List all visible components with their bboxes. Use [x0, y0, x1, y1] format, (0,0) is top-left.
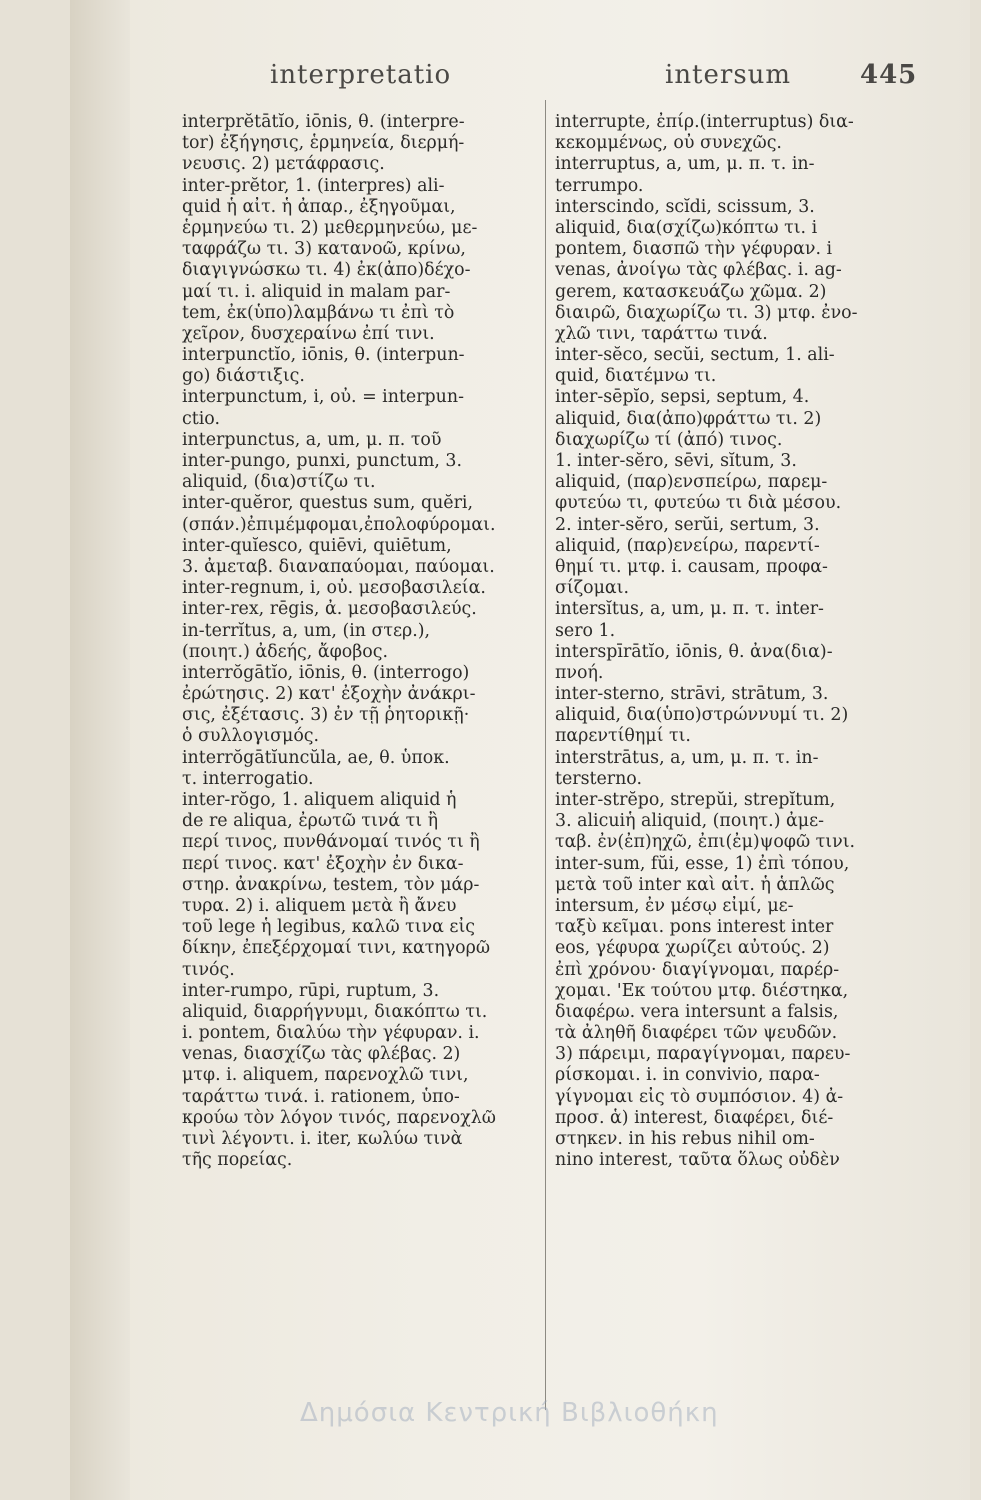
book-page — [70, 0, 970, 1500]
dictionary-line: τοῦ lege ἡ legibus, καλῶ τινα εἰς — [182, 917, 475, 938]
dictionary-line: tem, ἐκ(ὑπο)λαμβάνω τι ἐπὶ τὸ — [182, 302, 455, 323]
dictionary-line: ἐρώτησις. 2) κατ' ἐξοχὴν ἀνάκρι- — [182, 684, 476, 705]
dictionary-line: φυτεύω τι, φυτεύω τι διὰ μέσου. — [555, 493, 842, 514]
dictionary-line: χεῖρον, δυσχεραίνω ἐπί τινι. — [182, 323, 435, 344]
dictionary-line: ταβ. ἐν(ἐπ)ηχῶ, ἐπι(ἐμ)ψοφῶ τινι. — [555, 832, 856, 853]
dictionary-line: 3. ἀμεταβ. διαναπαύομαι, παύομαι. — [182, 556, 495, 577]
dictionary-line: στηκεν. in his rebus nihil om- — [555, 1129, 815, 1149]
dictionary-line: τυρα. 2) i. aliquem μετὰ ἢ ἄνευ — [182, 895, 457, 916]
dictionary-line: τινός. — [182, 959, 235, 980]
dictionary-line: aliquid, (παρ)ενείρω, παρεντί- — [555, 535, 820, 556]
dictionary-line: de re aliqua, ἐρωτῶ τινά τι ἢ — [182, 811, 439, 832]
dictionary-line: inter-rŏgo, 1. aliquem aliquid ἡ — [182, 790, 457, 810]
dictionary-line: inter-sĕco, secŭi, sectum, 1. ali- — [555, 345, 835, 366]
dictionary-line: νευσις. 2) μετάφρασις. — [182, 154, 385, 175]
dictionary-line: aliquid, δια(ἀπο)φράττω τι. 2) — [555, 408, 822, 429]
library-watermark: Δημόσια Κεντρική Βιβλιοθήκη — [300, 1398, 719, 1428]
dictionary-line: gerem, κατασκευάζω χῶμα. 2) — [555, 281, 827, 302]
dictionary-line: inter-rex, rēgis, ἀ. μεσοβασιλεύς. — [182, 599, 477, 620]
dictionary-line: γίγνομαι εἰς τὸ συμπόσιον. 4) ἀ- — [555, 1086, 844, 1107]
dictionary-line: (ποιητ.) ἀδεής, ἄφοβος. — [182, 641, 389, 662]
column-divider — [545, 100, 546, 1410]
dictionary-line: aliquid, διαρρήγνυμι, διακόπτω τι. — [182, 1001, 488, 1022]
dictionary-line: interscindo, scĭdi, scissum, 3. — [555, 196, 815, 217]
dictionary-line: interrupte, ἐπίρ.(interruptus) δια- — [555, 112, 854, 132]
dictionary-line: inter-prĕtor, 1. (interpres) ali- — [182, 175, 445, 196]
dictionary-line: διαχωρίζω τί (ἀπό) τινος. — [555, 429, 783, 450]
dictionary-line: τινὶ λέγοντι. i. iter, κωλύω τινὰ — [182, 1129, 463, 1149]
dictionary-line: τὰ ἀληθῆ διαφέρει τῶν ψευδῶν. — [555, 1023, 838, 1044]
dictionary-line: χομαι. 'Εκ τούτου μτφ. διέστηκα, — [555, 980, 849, 1001]
dictionary-line: terrumpo. — [555, 175, 644, 196]
dictionary-line: tor) ἐξήγησις, ἑρμηνεία, διερμή- — [182, 133, 465, 154]
dictionary-line: τ. interrogatio. — [182, 768, 314, 789]
dictionary-line: interrŏgātĭo, iōnis, θ. (interrogo) — [182, 662, 470, 683]
dictionary-line: ταράττω τινά. i. rationem, ὑπο- — [182, 1086, 460, 1107]
dictionary-line: inter-sum, fŭi, esse, 1) ἐπὶ τόπου, — [555, 853, 850, 874]
dictionary-line: quid, διατέμνω τι. — [555, 366, 717, 387]
dictionary-line: τῆς πορείας. — [182, 1150, 293, 1171]
dictionary-line: μαί τι. i. aliquid in malam par- — [182, 281, 451, 302]
dictionary-line: μτφ. i. aliquem, παρενοχλῶ τινι, — [182, 1065, 469, 1086]
dictionary-line: interpunctus, a, um, μ. π. τοῦ — [182, 429, 442, 450]
dictionary-line: inter-quĭesco, quiēvi, quiētum, — [182, 535, 452, 556]
dictionary-line: κρούω τὸν λόγον τινός, παρενοχλῶ — [182, 1107, 496, 1128]
dictionary-line: ταφράζω τι. 3) κατανοῶ, κρίνω, — [182, 239, 466, 260]
dictionary-line: pontem, διασπῶ τὴν γέφυραν. i — [555, 239, 833, 260]
dictionary-line: περί τινος. κατ' ἐξοχὴν ἐν δικα- — [182, 853, 464, 874]
dictionary-line: 3) πάρειμι, παραγίγνομαι, παρευ- — [555, 1044, 851, 1065]
dictionary-line: inter-quĕror, questus sum, quĕri, — [182, 493, 473, 514]
dictionary-line: ἐπὶ χρόνου· διαγίγνομαι, παρέρ- — [555, 959, 840, 980]
dictionary-line: ὁ συλλογισμός. — [182, 726, 320, 747]
dictionary-line: περί τινος, πυνθάνομαί τινός τι ἢ — [182, 832, 480, 853]
dictionary-line: προσ. ἁ) interest, διαφέρει, διέ- — [555, 1107, 834, 1128]
dictionary-line: intersum, ἐν μέσῳ εἰμί, με- — [555, 895, 794, 916]
dictionary-line: 1. inter-sĕro, sēvi, sĭtum, 3. — [555, 451, 797, 471]
dictionary-line: interstrātus, a, um, μ. π. τ. in- — [555, 747, 819, 768]
dictionary-line: venas, ἀνοίγω τὰς φλέβας. i. ag- — [555, 260, 842, 281]
dictionary-line: πνοή. — [555, 662, 604, 683]
dictionary-line: κεκομμένως, οὐ συνεχῶς. — [555, 133, 782, 154]
dictionary-line: tersterno. — [555, 768, 643, 789]
dictionary-line: interprĕtātĭo, iōnis, θ. (interpre- — [182, 112, 465, 132]
dictionary-line: θημί τι. μτφ. i. causam, προφα- — [555, 556, 828, 577]
dictionary-line: 3. alicuiἡ aliquid, (ποιητ.) ἀμε- — [555, 811, 824, 832]
dictionary-line: go) διάστιξις. — [182, 366, 305, 387]
dictionary-line: inter-strĕpo, strepŭi, strepĭtum, — [555, 790, 836, 810]
page-number: 445 — [860, 60, 918, 90]
dictionary-line: ἑρμηνεύω τι. 2) μεθερμηνεύω, με- — [182, 217, 478, 238]
dictionary-line: ταξὺ κεῖμαι. pons interest inter — [555, 917, 834, 938]
dictionary-line: interrŏgātĭuncŭla, ae, θ. ὑποκ. — [182, 747, 450, 768]
dictionary-line: inter-sterno, strāvi, strātum, 3. — [555, 684, 829, 705]
dictionary-line: (σπάν.)ἐπιμέμφομαι,ἐπολοφύρομαι. — [182, 514, 496, 535]
dictionary-line: interruptus, a, um, μ. π. τ. in- — [555, 154, 815, 175]
dictionary-line: venas, διασχίζω τὰς φλέβας. 2) — [182, 1044, 461, 1065]
dictionary-line: quid ἡ αἰτ. ἡ ἀπαρ., ἐξηγοῦμαι, — [182, 196, 456, 217]
dictionary-line: inter-pungo, punxi, punctum, 3. — [182, 451, 462, 471]
dictionary-line: σις, ἐξέτασις. 3) ἐν τῇ ῥητορικῇ· — [182, 705, 470, 726]
dictionary-line: inter-sēpĭo, sepsi, septum, 4. — [555, 387, 810, 408]
dictionary-line: nino interest, ταῦτα ὅλως οὐδὲν — [555, 1150, 840, 1171]
dictionary-line: i. pontem, διαλύω τὴν γέφυραν. i. — [182, 1023, 480, 1044]
dictionary-line: δίκην, ἐπεξέρχομαί τινι, κατηγορῶ — [182, 938, 490, 959]
left-column — [182, 112, 542, 1171]
dictionary-line: 2. inter-sĕro, serŭi, sertum, 3. — [555, 514, 820, 535]
dictionary-line: μετὰ τοῦ inter καὶ αἰτ. ἡ ἁπλῶς — [555, 874, 835, 895]
dictionary-line: διαγιγνώσκω τι. 4) ἐκ(ἀπο)δέχο- — [182, 260, 471, 281]
header-right-guideword: intersum — [665, 60, 792, 90]
dictionary-line: aliquid, (δια)στίζω τι. — [182, 472, 376, 493]
dictionary-line: σίζομαι. — [555, 578, 629, 599]
dictionary-line: inter-rumpo, rūpi, ruptum, 3. — [182, 980, 440, 1001]
dictionary-line: eos, γέφυρα χωρίζει αὐτούς. 2) — [555, 938, 830, 959]
dictionary-line: χλῶ τινι, ταράττω τινά. — [555, 323, 768, 344]
dictionary-line: interpunctĭo, iōnis, θ. (interpun- — [182, 345, 465, 366]
dictionary-line: στηρ. ἀνακρίνω, testem, τὸν μάρ- — [182, 874, 480, 895]
dictionary-line: ρίσκομαι. i. in convivio, παρα- — [555, 1065, 820, 1086]
dictionary-line: aliquid, δια(ὑπο)στρώννυμί τι. 2) — [555, 705, 849, 726]
page-gutter — [70, 0, 130, 1500]
dictionary-line: in-terrĭtus, a, um, (in στερ.), — [182, 620, 431, 641]
header-left-guideword: interpretatio — [270, 60, 452, 90]
running-header — [220, 60, 950, 100]
dictionary-line: διαφέρω. vera intersunt a falsis, — [555, 1001, 839, 1022]
dictionary-line: aliquid, (παρ)ενσπείρω, παρεμ- — [555, 472, 828, 493]
right-column — [555, 112, 915, 1171]
dictionary-line: ctio. — [182, 408, 220, 429]
dictionary-line: inter-regnum, i, οὐ. μεσοβασιλεία. — [182, 578, 486, 599]
dictionary-line: interspīrātĭo, iōnis, θ. ἀνα(δια)- — [555, 641, 833, 662]
dictionary-line: sero 1. — [555, 620, 616, 641]
dictionary-line: aliquid, δια(σχίζω)κόπτω τι. i — [555, 217, 818, 238]
dictionary-line: interpunctum, i, οὐ. = interpun- — [182, 387, 464, 408]
dictionary-line: intersĭtus, a, um, μ. π. τ. inter- — [555, 599, 824, 620]
dictionary-line: παρεντίθημί τι. — [555, 726, 691, 747]
dictionary-line: διαιρῶ, διαχωρίζω τι. 3) μτφ. ἐνο- — [555, 302, 858, 323]
